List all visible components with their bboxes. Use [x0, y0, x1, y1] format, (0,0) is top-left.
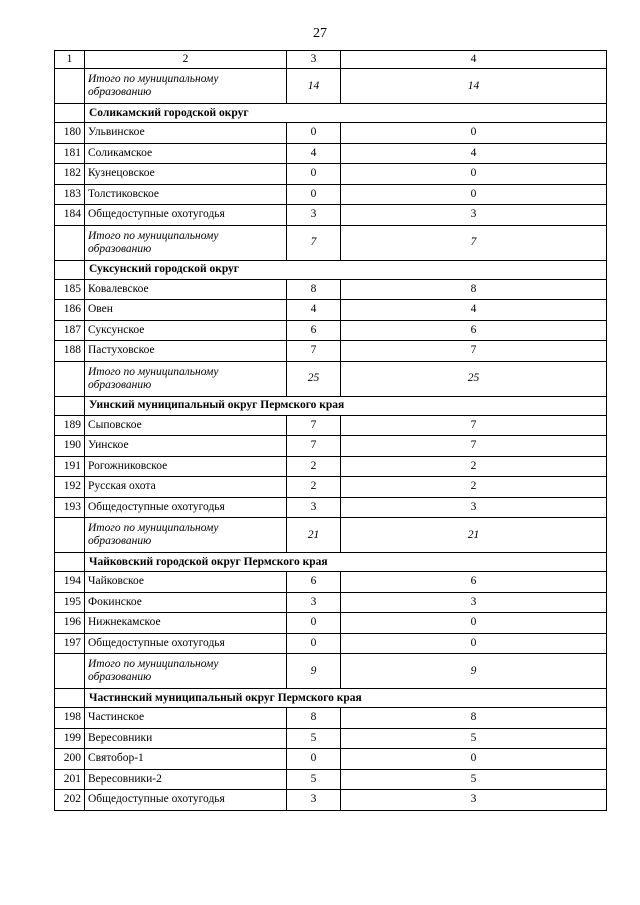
value-col4: 7: [341, 341, 607, 362]
hunting-grounds-table: [54, 50, 607, 811]
header-cell: 4: [341, 51, 607, 69]
value-col3: 8: [287, 279, 341, 300]
value-col4: 3: [341, 790, 607, 811]
value-col4: 2: [341, 456, 607, 477]
row-number: 199: [55, 728, 85, 749]
value-col4: 0: [341, 633, 607, 654]
table-row: [55, 790, 607, 811]
table-row: [55, 749, 607, 770]
value-col4: 3: [341, 592, 607, 613]
row-number: 202: [55, 790, 85, 811]
total-value-col3: 25: [287, 361, 341, 396]
area-name: Кузнецовское: [85, 164, 287, 185]
value-col3: 7: [287, 341, 341, 362]
row-number-cell: [55, 260, 85, 279]
table-row: [55, 592, 607, 613]
area-name: Общедоступные охотугодья: [85, 205, 287, 226]
table-row: [55, 613, 607, 634]
area-name: Уинское: [85, 436, 287, 457]
row-number: 201: [55, 769, 85, 790]
area-name: Суксунское: [85, 320, 287, 341]
total-label: Итого по муниципальному образованию: [85, 361, 287, 396]
value-col3: 0: [287, 613, 341, 634]
value-col3: 2: [287, 456, 341, 477]
table-row: [55, 728, 607, 749]
value-col3: 4: [287, 143, 341, 164]
section-header-row: [55, 396, 607, 415]
value-col3: 3: [287, 497, 341, 518]
table-row: [55, 184, 607, 205]
area-name: Толстиковское: [85, 184, 287, 205]
area-name: Общедоступные охотугодья: [85, 790, 287, 811]
total-label: Итого по муниципальному образованию: [85, 225, 287, 260]
area-name: Нижнекамское: [85, 613, 287, 634]
total-value-col4: 14: [341, 69, 607, 104]
table-row: [55, 320, 607, 341]
row-number: 187: [55, 320, 85, 341]
value-col3: 0: [287, 633, 341, 654]
table-row: [55, 633, 607, 654]
total-label: Итого по муниципальному образованию: [85, 654, 287, 689]
row-number: 186: [55, 300, 85, 321]
table-row: [55, 143, 607, 164]
value-col4: 8: [341, 708, 607, 729]
header-cell: 1: [55, 51, 85, 69]
table-row: [55, 769, 607, 790]
row-number-cell: [55, 518, 85, 553]
total-row: [55, 69, 607, 104]
total-row: [55, 518, 607, 553]
row-number: 184: [55, 205, 85, 226]
row-number: 192: [55, 477, 85, 498]
row-number: 188: [55, 341, 85, 362]
total-value-col3: 9: [287, 654, 341, 689]
value-col3: 0: [287, 164, 341, 185]
row-number: 198: [55, 708, 85, 729]
section-header-row: [55, 260, 607, 279]
value-col3: 7: [287, 436, 341, 457]
value-col4: 7: [341, 436, 607, 457]
value-col3: 3: [287, 592, 341, 613]
value-col4: 0: [341, 164, 607, 185]
value-col3: 0: [287, 123, 341, 144]
area-name: Чайковское: [85, 572, 287, 593]
row-number: 194: [55, 572, 85, 593]
total-value-col3: 7: [287, 225, 341, 260]
row-number: 197: [55, 633, 85, 654]
row-number-cell: [55, 654, 85, 689]
table-row: [55, 436, 607, 457]
value-col4: 3: [341, 205, 607, 226]
total-row: [55, 654, 607, 689]
area-name: Ковалевское: [85, 279, 287, 300]
page-number: 27: [313, 26, 327, 41]
row-number: 200: [55, 749, 85, 770]
value-col4: 0: [341, 184, 607, 205]
row-number: 181: [55, 143, 85, 164]
header-cell: 2: [85, 51, 287, 69]
table-row: [55, 300, 607, 321]
total-value-col4: 25: [341, 361, 607, 396]
value-col3: 5: [287, 769, 341, 790]
table-row: [55, 279, 607, 300]
value-col4: 2: [341, 477, 607, 498]
table-row: [55, 456, 607, 477]
value-col3: 3: [287, 205, 341, 226]
value-col3: 6: [287, 320, 341, 341]
total-value-col3: 21: [287, 518, 341, 553]
value-col3: 0: [287, 749, 341, 770]
value-col3: 6: [287, 572, 341, 593]
row-number-cell: [55, 225, 85, 260]
table-row: [55, 708, 607, 729]
row-number: 189: [55, 415, 85, 436]
value-col3: 8: [287, 708, 341, 729]
value-col3: 0: [287, 184, 341, 205]
section-title: Частинский муниципальный округ Пермского края: [85, 689, 607, 708]
total-label: Итого по муниципальному образованию: [85, 69, 287, 104]
value-col3: 5: [287, 728, 341, 749]
table-row: [55, 164, 607, 185]
value-col4: 3: [341, 497, 607, 518]
area-name: Общедоступные охотугодья: [85, 633, 287, 654]
table-row: [55, 497, 607, 518]
value-col4: 5: [341, 728, 607, 749]
total-value-col4: 21: [341, 518, 607, 553]
value-col4: 7: [341, 415, 607, 436]
total-row: [55, 361, 607, 396]
row-number: 182: [55, 164, 85, 185]
row-number: 180: [55, 123, 85, 144]
section-title: Суксунский городской округ: [85, 260, 607, 279]
table-header-row: [55, 51, 607, 69]
section-header-row: [55, 104, 607, 123]
section-header-row: [55, 689, 607, 708]
row-number: 185: [55, 279, 85, 300]
total-row: [55, 225, 607, 260]
section-title: Чайковский городской округ Пермского края: [85, 553, 607, 572]
row-number: 191: [55, 456, 85, 477]
area-name: Фокинское: [85, 592, 287, 613]
area-name: Святобор-1: [85, 749, 287, 770]
row-number: 183: [55, 184, 85, 205]
value-col3: 3: [287, 790, 341, 811]
area-name: Частинское: [85, 708, 287, 729]
value-col4: 0: [341, 749, 607, 770]
table-row: [55, 415, 607, 436]
total-value-col3: 14: [287, 69, 341, 104]
value-col4: 6: [341, 320, 607, 341]
section-header-row: [55, 553, 607, 572]
table-row: [55, 572, 607, 593]
value-col4: 6: [341, 572, 607, 593]
section-title: Соликамский городской округ: [85, 104, 607, 123]
area-name: Соликамское: [85, 143, 287, 164]
row-number: 190: [55, 436, 85, 457]
table-row: [55, 477, 607, 498]
area-name: Общедоступные охотугодья: [85, 497, 287, 518]
row-number: 196: [55, 613, 85, 634]
value-col3: 4: [287, 300, 341, 321]
area-name: Русская охота: [85, 477, 287, 498]
row-number-cell: [55, 553, 85, 572]
area-name: Сыповское: [85, 415, 287, 436]
value-col4: 0: [341, 613, 607, 634]
section-title: Уинский муниципальный округ Пермского края: [85, 396, 607, 415]
row-number-cell: [55, 69, 85, 104]
area-name: Пастуховское: [85, 341, 287, 362]
table-row: [55, 123, 607, 144]
value-col3: 7: [287, 415, 341, 436]
row-number-cell: [55, 104, 85, 123]
row-number: 195: [55, 592, 85, 613]
row-number-cell: [55, 689, 85, 708]
table-row: [55, 341, 607, 362]
value-col4: 5: [341, 769, 607, 790]
row-number: 193: [55, 497, 85, 518]
area-name: Овен: [85, 300, 287, 321]
value-col4: 8: [341, 279, 607, 300]
table-row: [55, 205, 607, 226]
row-number-cell: [55, 396, 85, 415]
total-value-col4: 7: [341, 225, 607, 260]
area-name: Вересовники: [85, 728, 287, 749]
value-col4: 0: [341, 123, 607, 144]
area-name: Рогожниковское: [85, 456, 287, 477]
header-cell: 3: [287, 51, 341, 69]
value-col4: 4: [341, 143, 607, 164]
row-number-cell: [55, 361, 85, 396]
total-label: Итого по муниципальному образованию: [85, 518, 287, 553]
total-value-col4: 9: [341, 654, 607, 689]
area-name: Ульвинское: [85, 123, 287, 144]
value-col4: 4: [341, 300, 607, 321]
area-name: Вересовники-2: [85, 769, 287, 790]
value-col3: 2: [287, 477, 341, 498]
